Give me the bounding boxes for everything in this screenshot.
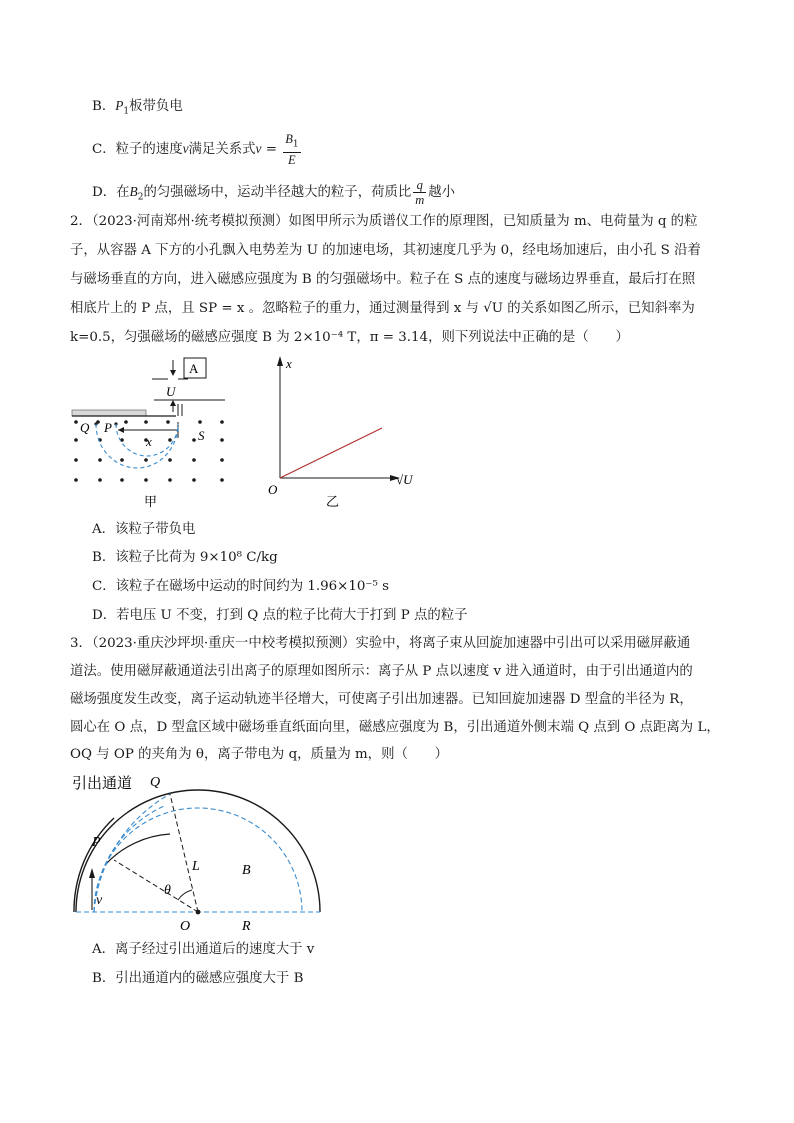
q3-stem-line-3: 磁场强度发生改变，离子运动轨迹半径增大，可使离子引出加速器。已知回旋加速器 D 型盒的半径为 R， xyxy=(70,692,693,707)
y-axis-label: x xyxy=(286,356,292,371)
point-q-label: Q xyxy=(80,420,90,435)
x-axis-label: √U xyxy=(396,472,413,487)
radius-r-label: R xyxy=(242,919,251,934)
q2-figure-graph xyxy=(262,352,422,512)
q2-stem-line-5: k=0.5，匀强磁场的磁感应强度 B 为 2×10⁻⁴ T，π = 3.14，则下列说法中正确的是（ ） xyxy=(70,330,629,345)
photographic-plate xyxy=(72,410,146,416)
q1-option-d-fraction: $\frac{q}{m}$ xyxy=(415,178,425,207)
q1-option-c-fraction: $\frac{B_1}{E}$ xyxy=(285,132,299,167)
voltage-label: U xyxy=(166,384,176,399)
slope-line xyxy=(280,428,382,478)
q3-stem-line-1: 3．（2023·重庆沙坪坝·重庆一中校考模拟预测）实验中，将离子束从回旋加速器中引出可以采用磁屏蔽通 xyxy=(70,636,691,651)
q3-option-a: A．离子经过引出通道后的速度大于 v xyxy=(92,942,315,957)
point-p-label: P xyxy=(104,420,112,435)
container-a-label: A xyxy=(189,361,199,376)
point-p-label: P xyxy=(92,835,101,850)
origin-label: O xyxy=(268,482,278,497)
channel-title: 引出通道 xyxy=(72,774,133,792)
figure-caption-yi: 乙 xyxy=(326,495,340,510)
figure-caption-jia: 甲 xyxy=(144,495,158,510)
q3-option-b: B．引出通道内的磁感应强度大于 B xyxy=(92,971,304,986)
q1-option-b: B．$P_1$板带负电 xyxy=(92,98,183,117)
q2-option-c: C．该粒子在磁场中运动的时间约为 1.96×10⁻⁵ s xyxy=(92,579,389,594)
q3-figure-cyclotron xyxy=(70,764,340,936)
q3-stem-line-5: OQ 与 OP 的夹角为 θ，离子带电为 q，质量为 m，则（ ） xyxy=(70,747,449,762)
velocity-label: v xyxy=(96,893,103,908)
point-s-label: S xyxy=(198,428,205,443)
center-o-label: O xyxy=(180,919,191,934)
field-b-label: B xyxy=(242,863,251,878)
length-l-label: L xyxy=(192,859,200,874)
distance-x-label: x xyxy=(146,434,152,449)
q2-stem-line-3: 与磁场垂直的方向，进入磁感应强度为 B 的匀强磁场中。粒子在 S 点的速度与磁场边界垂直，最后打在照 xyxy=(70,272,696,287)
q3-stem-line-4: 圆心在 O 点，D 型盒区域中磁场垂直纸面向里，磁感应强度为 B，引出通道外侧末端 Q 点到 O 点距离为 L， xyxy=(70,720,720,735)
q2-option-a: A．该粒子带负电 xyxy=(92,522,196,537)
theta-label: θ xyxy=(164,883,171,898)
q1-option-d: D．在$B_2$的匀强磁场中，运动半径越大的粒子，荷质比 $\frac{q}{m}$ 越小 xyxy=(92,178,456,207)
center-o-dot xyxy=(196,910,201,915)
q2-option-d: D．若电压 U 不变，打到 Q 点的粒子比荷大于打到 P 点的粒子 xyxy=(92,608,468,623)
extraction-trajectory xyxy=(94,794,170,912)
q2-figure-mass-spectrometer xyxy=(70,352,245,512)
q2-option-b: B．该粒子比荷为 9×10⁸ C/kg xyxy=(92,550,278,565)
channel-outer-wall xyxy=(74,818,114,912)
point-q-label: Q xyxy=(150,775,161,790)
q2-stem-line-4: 相底片上的 P 点，且 SP = x 。忽略粒子的重力，通过测量得到 x 与 √U 的关系如图乙所示，已知斜率为 xyxy=(70,301,695,316)
q3-stem-line-2: 道法。使用磁屏蔽通道法引出离子的原理如图所示：离子从 P 点以速度 v 进入通道时，由于引出通道内的 xyxy=(70,664,693,679)
q2-stem-line-2: 子，从容器 A 下方的小孔飘入电势差为 U 的加速电场，其初速度几乎为 0，经电场加速后，由小孔 S 沿着 xyxy=(70,243,701,258)
line-op xyxy=(114,860,198,912)
q1-option-c: C．粒子的速度v满足关系式v = $\frac{B_1}{E}$ xyxy=(92,132,299,167)
theta-arc xyxy=(178,890,192,900)
q2-stem-line-1: 2．（2023·河南郑州·统考模拟预测）如图甲所示为质谱仪工作的原理图，已知质量为 m、电荷量为 q 的粒 xyxy=(70,214,698,229)
